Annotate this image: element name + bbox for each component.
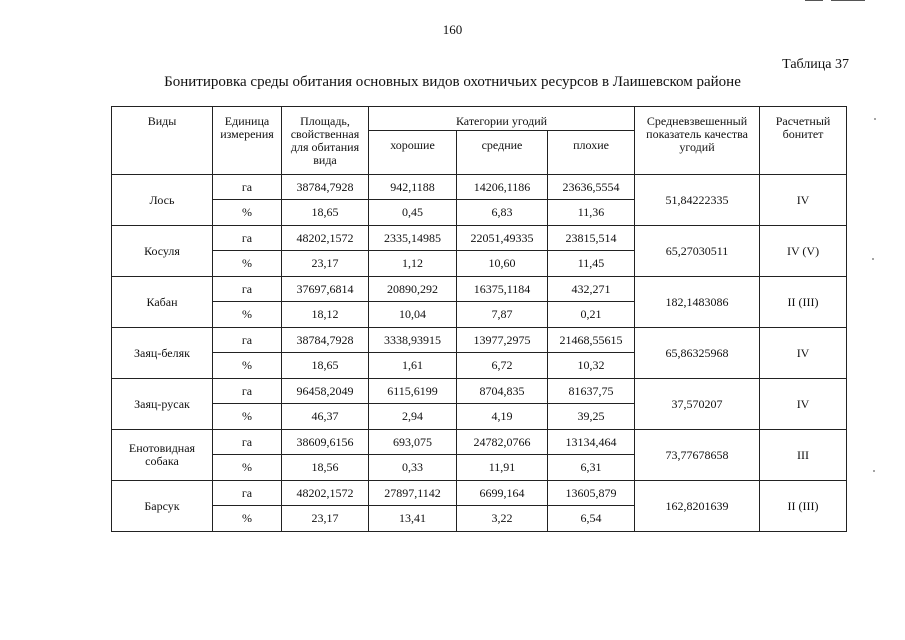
cell-pct-unit: % xyxy=(213,506,282,532)
scan-speck xyxy=(872,258,874,260)
cell-pct-good: 2,94 xyxy=(369,404,457,430)
cell-pct-medium: 3,22 xyxy=(457,506,548,532)
species-cell: Заяц-беляк xyxy=(112,328,213,379)
cell-pct-area: 46,37 xyxy=(282,404,369,430)
table-row xyxy=(112,481,847,506)
weighted-cell: 73,77678658 xyxy=(635,430,760,481)
header-unit: Единица измерения xyxy=(213,107,282,175)
bonitet-cell: IV xyxy=(760,175,847,226)
species-cell: Заяц-русак xyxy=(112,379,213,430)
cell-ha-good: 20890,292 xyxy=(369,277,457,302)
cell-ha-area: 48202,1572 xyxy=(282,481,369,506)
cell-pct-medium: 4,19 xyxy=(457,404,548,430)
cell-ha-medium: 6699,164 xyxy=(457,481,548,506)
species-cell: Косуля xyxy=(112,226,213,277)
cell-ha-poor: 13605,879 xyxy=(548,481,635,506)
cell-pct-medium: 10,60 xyxy=(457,251,548,277)
cell-ha-good: 2335,14985 xyxy=(369,226,457,251)
cell-pct-unit: % xyxy=(213,200,282,226)
table-row xyxy=(112,379,847,404)
weighted-cell: 65,27030511 xyxy=(635,226,760,277)
table-row xyxy=(112,430,847,455)
cell-ha-good: 693,075 xyxy=(369,430,457,455)
cell-pct-poor: 39,25 xyxy=(548,404,635,430)
cell-ha-poor: 23636,5554 xyxy=(548,175,635,200)
table-row xyxy=(112,277,847,302)
header-good: хорошие xyxy=(369,131,457,175)
cell-ha-area: 96458,2049 xyxy=(282,379,369,404)
species-cell: Енотовидная собака xyxy=(112,430,213,481)
bonitet-cell: II (III) xyxy=(760,277,847,328)
cell-ha-unit: га xyxy=(213,328,282,353)
header-bonitet: Расчетный бонитет xyxy=(760,107,847,175)
cell-ha-unit: га xyxy=(213,226,282,251)
weighted-cell: 162,8201639 xyxy=(635,481,760,532)
species-cell: Кабан xyxy=(112,277,213,328)
cell-ha-area: 38784,7928 xyxy=(282,175,369,200)
species-cell: Лось xyxy=(112,175,213,226)
cell-ha-unit: га xyxy=(213,379,282,404)
cell-pct-poor: 11,45 xyxy=(548,251,635,277)
table-body xyxy=(112,175,847,532)
bonitet-cell: IV xyxy=(760,328,847,379)
cell-ha-area: 48202,1572 xyxy=(282,226,369,251)
cell-ha-area: 38609,6156 xyxy=(282,430,369,455)
cell-pct-area: 23,17 xyxy=(282,251,369,277)
cell-ha-poor: 81637,75 xyxy=(548,379,635,404)
cell-ha-medium: 8704,835 xyxy=(457,379,548,404)
cell-ha-unit: га xyxy=(213,430,282,455)
weighted-cell: 37,570207 xyxy=(635,379,760,430)
cell-pct-poor: 6,31 xyxy=(548,455,635,481)
cell-pct-good: 0,33 xyxy=(369,455,457,481)
cell-ha-poor: 21468,55615 xyxy=(548,328,635,353)
header-poor: плохие xyxy=(548,131,635,175)
cell-ha-medium: 16375,1184 xyxy=(457,277,548,302)
cell-ha-medium: 13977,2975 xyxy=(457,328,548,353)
cell-ha-poor: 432,271 xyxy=(548,277,635,302)
cell-pct-unit: % xyxy=(213,251,282,277)
cell-pct-medium: 7,87 xyxy=(457,302,548,328)
weighted-cell: 65,86325968 xyxy=(635,328,760,379)
cell-ha-unit: га xyxy=(213,175,282,200)
cell-pct-area: 18,65 xyxy=(282,200,369,226)
cell-pct-medium: 11,91 xyxy=(457,455,548,481)
table-title: Бонитировка среды обитания основных видов охотничьих ресурсов в Лаишевском районе xyxy=(164,74,741,90)
cell-pct-good: 0,45 xyxy=(369,200,457,226)
cell-ha-poor: 13134,464 xyxy=(548,430,635,455)
cell-pct-medium: 6,72 xyxy=(457,353,548,379)
cell-pct-poor: 6,54 xyxy=(548,506,635,532)
bonitet-cell: II (III) xyxy=(760,481,847,532)
cell-pct-area: 18,65 xyxy=(282,353,369,379)
table-row xyxy=(112,328,847,353)
header-weighted: Средневзвешенный показатель качества угодий xyxy=(635,107,760,175)
cell-ha-medium: 24782,0766 xyxy=(457,430,548,455)
cell-ha-poor: 23815,514 xyxy=(548,226,635,251)
cell-pct-area: 23,17 xyxy=(282,506,369,532)
cell-pct-poor: 11,36 xyxy=(548,200,635,226)
cell-pct-unit: % xyxy=(213,455,282,481)
cell-ha-unit: га xyxy=(213,481,282,506)
cell-ha-good: 3338,93915 xyxy=(369,328,457,353)
bonitet-cell: IV xyxy=(760,379,847,430)
table-row xyxy=(112,175,847,200)
header-categories: Категории угодий xyxy=(369,107,635,131)
species-cell: Барсук xyxy=(112,481,213,532)
cell-pct-unit: % xyxy=(213,404,282,430)
cell-pct-good: 10,04 xyxy=(369,302,457,328)
corner-marks xyxy=(805,0,865,4)
bonitet-cell: III xyxy=(760,430,847,481)
scan-speck xyxy=(873,470,875,472)
cell-ha-good: 6115,6199 xyxy=(369,379,457,404)
scan-speck xyxy=(874,118,876,120)
cell-pct-area: 18,56 xyxy=(282,455,369,481)
cell-ha-medium: 14206,1186 xyxy=(457,175,548,200)
bonitet-cell: IV (V) xyxy=(760,226,847,277)
cell-ha-medium: 22051,49335 xyxy=(457,226,548,251)
cell-ha-unit: га xyxy=(213,277,282,302)
header-species: Виды xyxy=(112,107,213,175)
cell-pct-area: 18,12 xyxy=(282,302,369,328)
cell-ha-area: 38784,7928 xyxy=(282,328,369,353)
cell-pct-good: 1,61 xyxy=(369,353,457,379)
header-area: Площадь, свойственная для обитания вида xyxy=(282,107,369,175)
table-label: Таблица 37 xyxy=(782,57,849,72)
cell-pct-unit: % xyxy=(213,353,282,379)
cell-pct-poor: 0,21 xyxy=(548,302,635,328)
weighted-cell: 182,1483086 xyxy=(635,277,760,328)
cell-pct-poor: 10,32 xyxy=(548,353,635,379)
cell-pct-medium: 6,83 xyxy=(457,200,548,226)
header-medium: средние xyxy=(457,131,548,175)
weighted-cell: 51,84222335 xyxy=(635,175,760,226)
cell-ha-area: 37697,6814 xyxy=(282,277,369,302)
page-number: 160 xyxy=(442,22,463,37)
table-row xyxy=(112,226,847,251)
bonitet-table xyxy=(111,106,847,532)
cell-ha-good: 27897,1142 xyxy=(369,481,457,506)
cell-pct-good: 1,12 xyxy=(369,251,457,277)
cell-pct-unit: % xyxy=(213,302,282,328)
cell-ha-good: 942,1188 xyxy=(369,175,457,200)
cell-pct-good: 13,41 xyxy=(369,506,457,532)
